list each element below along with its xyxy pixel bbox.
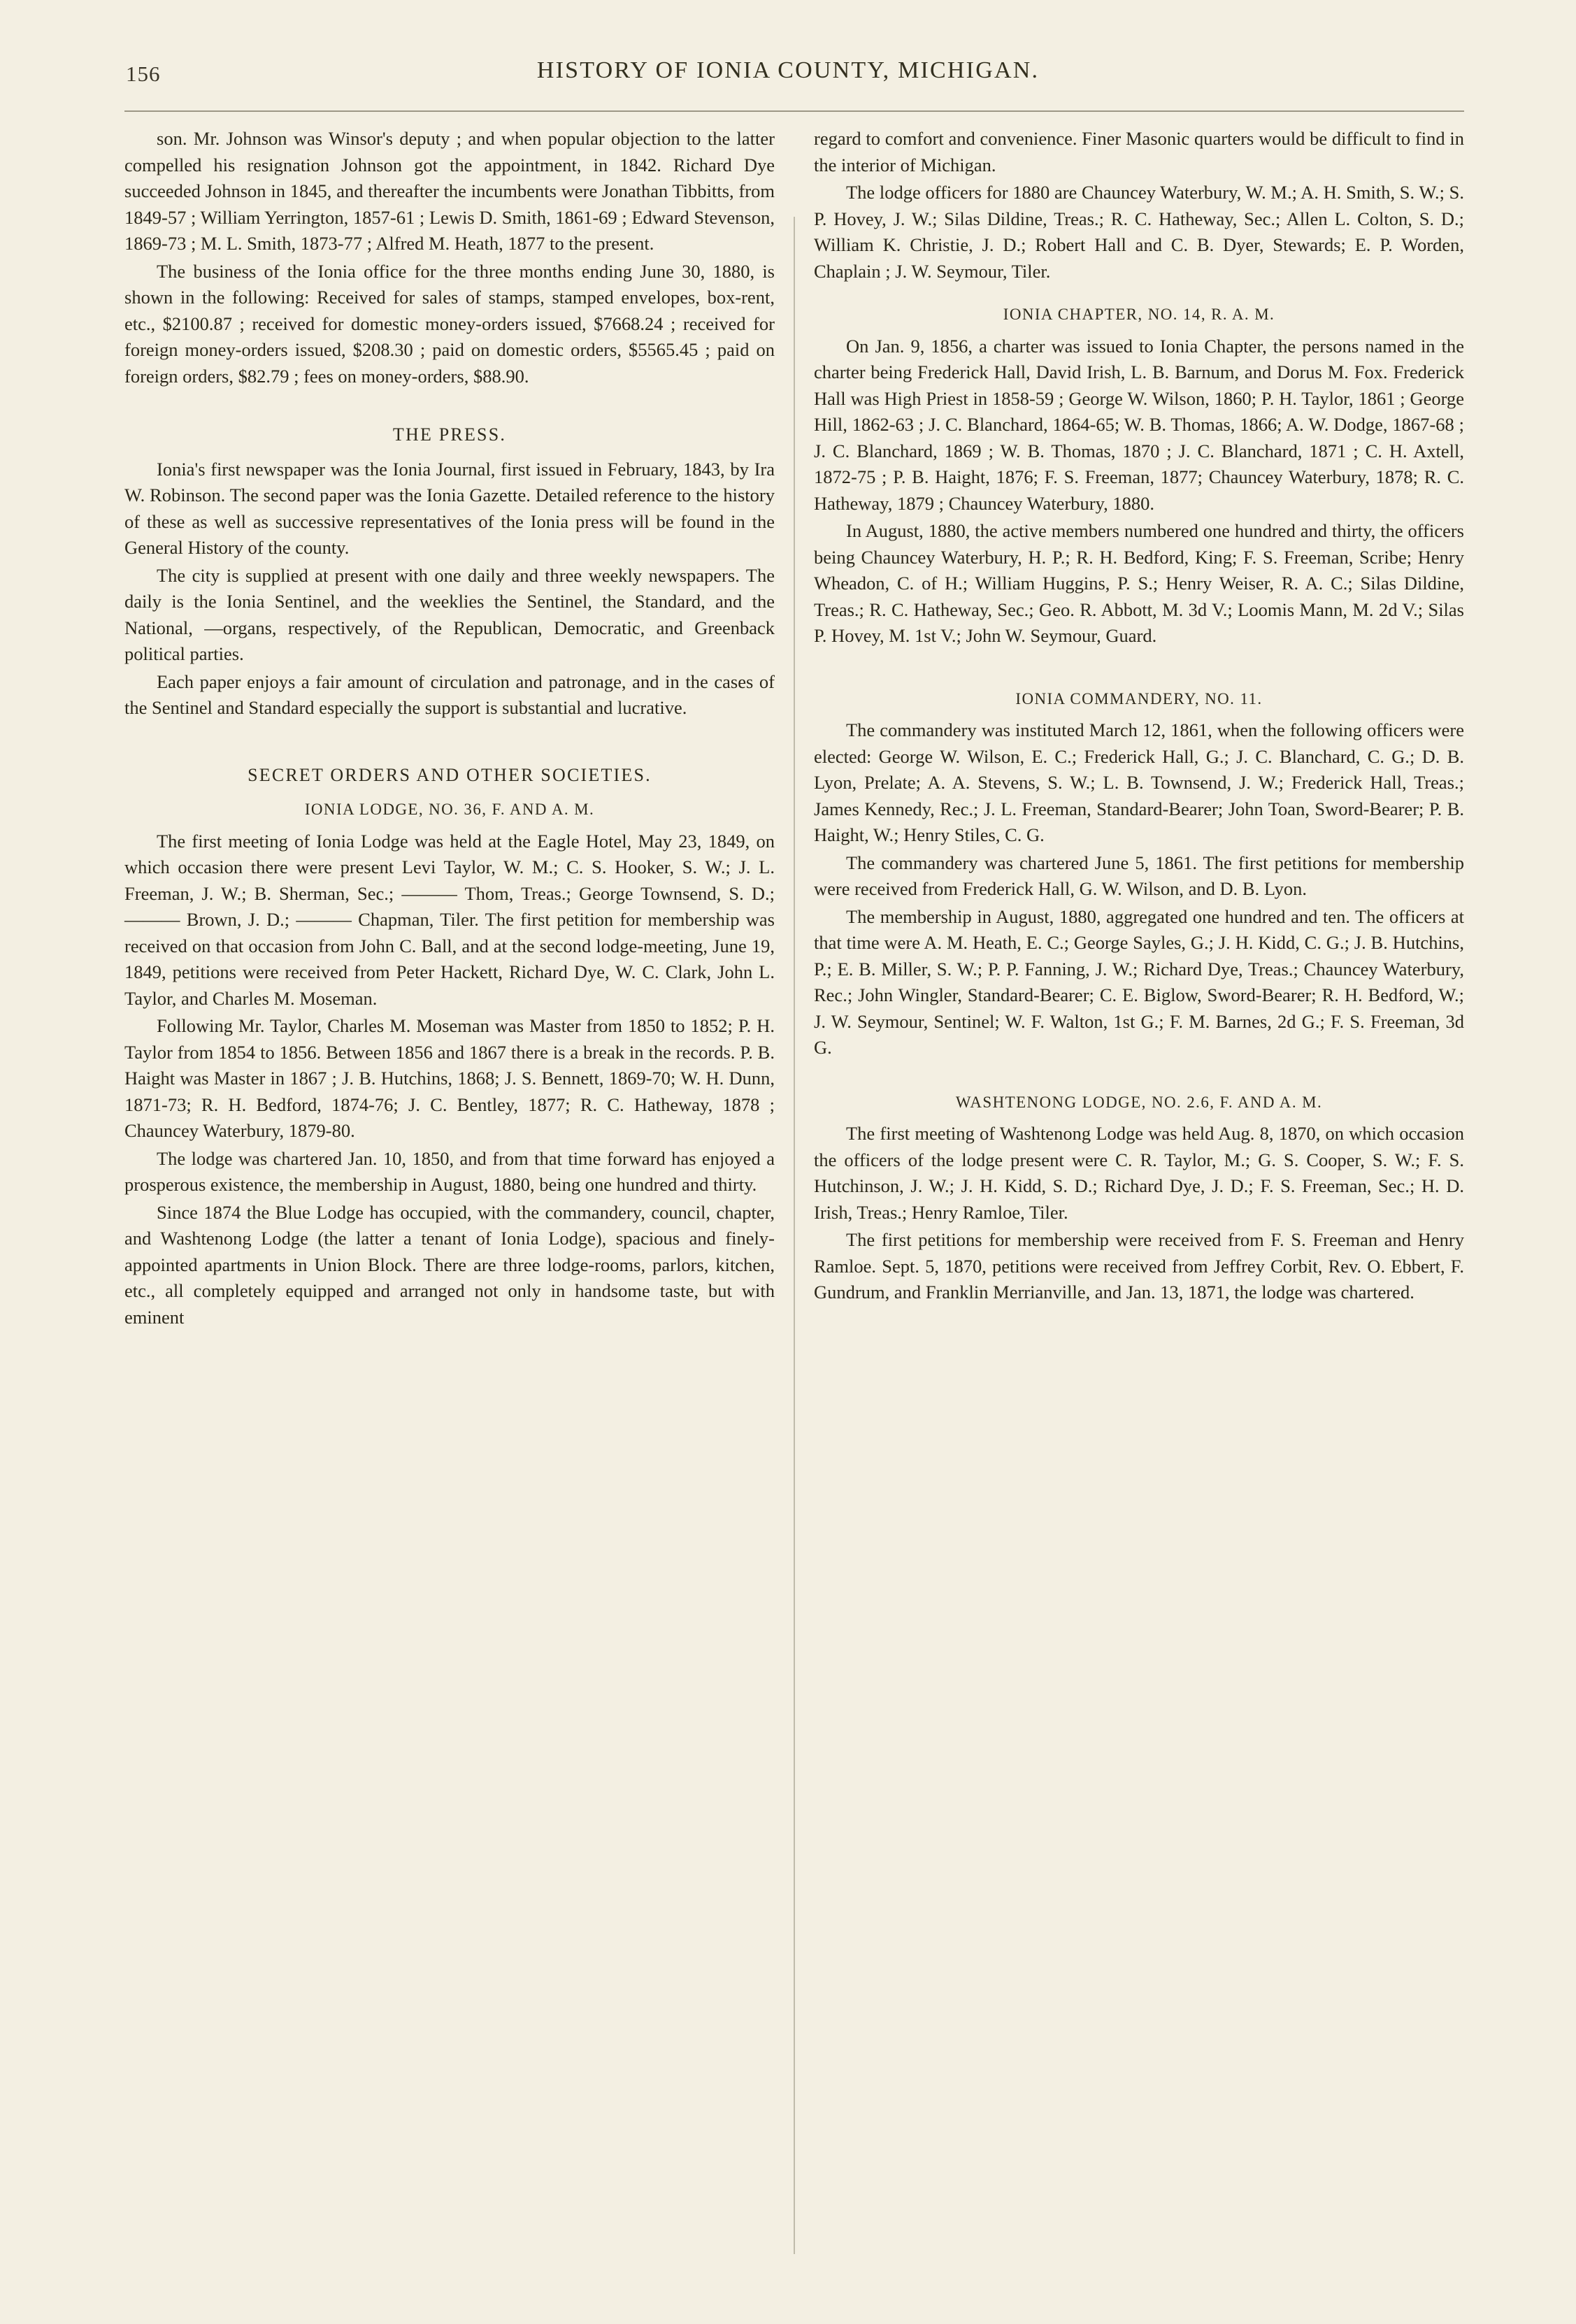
paragraph: The city is supplied at present with one daily and three weekly newspapers. The daily is the Ionia Sentinel, and the weeklies the Sentinel, the Standard, and the National, —organs, respectively, of the Republican, Democratic, and Greenback political parties. — [124, 564, 775, 664]
paragraph: son. Mr. Johnson was Winsor's deputy ; and when popular objection to the latter compelled his resignation Johnson got the appointment, in 1842. Richard Dye succeeded Johnson in 1845, and thereafter the incumbents were Jonathan Tibbitts, from 1849-57 ; William Yerrington, 1857-61 ; Lewis D. Smith, 1861-69 ; Edward Stevenson, 1869-73 ; M. L. Smith, 1873-77 ; Alfred M. Heath, 1877 to the present. — [124, 128, 775, 254]
right-column — [814, 126, 1464, 2282]
subsection-heading-ionia-lodge: IONIA LODGE, NO. 36, F. AND A. M. — [304, 801, 595, 818]
paragraph: Ionia's first newspaper was the Ionia Journal, first issued in February, 1843, by Ira W. Robinson. The second paper was the Ionia Gazette. Detailed reference to the history of these as well as successive representatives of the Ionia press will be found in the General History of the county. — [124, 458, 775, 558]
paragraph: On Jan. 9, 1856, a charter was issued to Ionia Chapter, the persons named in the charter being Frederick Hall, David Irish, L. B. Barnum, and Dorus M. Fox. Frederick Hall was High Priest in 1858-59 ; George W. Wilson, 1860; P. H. Taylor, 1861 ; George Hill, 1862-63 ; J. C. Blanchard, 1864-65; W. B. Thomas, 1866; A. W. Dodge, 1867-68 ; J. C. Blanchard, 1869 ; W. B. Thomas, 1870 ; J. C. Blanchard, 1871 ; C. H. Axtell, 1872-75 ; P. B. Haight, 1876; F. S. Freeman, 1877; Chauncey Waterbury, 1878; R. C. Hatheway, 1879 ; Chauncey Waterbury, 1880. — [814, 335, 1464, 514]
left-column — [124, 126, 775, 2282]
subsection-heading-ionia-commandery: IONIA COMMANDERY, NO. 11. — [1015, 689, 1263, 708]
page-header — [105, 42, 1471, 106]
section-heading-the-press: THE PRESS. — [392, 424, 507, 445]
paragraph: Since 1874 the Blue Lodge has occupied, with the commandery, council, chapter, and Washtenong Lodge (the latter a tenant of Ionia Lodge), spacious and finely-appointed apartments in Union Block. There are three lodge-rooms, parlors, kitchen, etc., all completely equipped and arranged not only in handsome taste, but with eminent — [124, 1201, 775, 1328]
page-number: 156 — [126, 62, 161, 86]
paragraph: The membership in August, 1880, aggregated one hundred and ten. The officers at that time were A. M. Heath, E. C.; George Sayles, G.; J. H. Kidd, C. G.; J. B. Hutchins, P.; E. B. Miller, S. W.; P. P. Fanning, J. W.; Richard Dye, Treas.; Chauncey Waterbury, Rec.; John Wingler, Standard-Bearer; C. E. Biglow, Sword-Bearer; R. H. Bedford, W.; J. W. Seymour, Sentinel; W. F. Walton, 1st G.; F. M. Barnes, 2d G.; F. S. Freeman, 3d G. — [814, 905, 1464, 1058]
paragraph: regard to comfort and convenience. Finer Masonic quarters would be difficult to find in the interior of Michigan. — [814, 128, 1464, 175]
paragraph: The lodge officers for 1880 are Chauncey Waterbury, W. M.; A. H. Smith, S. W.; S. P. Hovey, J. W.; Silas Dildine, Treas.; R. C. Hatheway, Sec.; Allen L. Colton, S. D.; William K. Christie, J. D.; Robert Hall and C. B. Dyer, Stewards; E. P. Worden, Chaplain ; J. W. Seymour, Tiler. — [814, 182, 1464, 282]
spacer — [814, 651, 1464, 669]
running-title: HISTORY OF IONIA COUNTY, MICHIGAN. — [536, 57, 1040, 83]
paragraph: In August, 1880, the active members numbered one hundred and thirty, the officers being Chauncey Waterbury, H. P.; R. H. Bedford, King; F. S. Freeman, Scribe; Henry Wheadon, C. of H.; William Huggins, P. S.; Henry Weiser, R. A. C.; Silas Dildine, Treas.; R. C. Hatheway, Sec.; Geo. R. Abbott, M. 3d V.; Loomis Mann, M. 2d V.; Silas P. Hovey, M. 1st V.; John W. Seymour, Guard. — [814, 520, 1464, 646]
paragraph: Following Mr. Taylor, Charles M. Moseman was Master from 1850 to 1852; P. H. Taylor from 1854 to 1856. Between 1856 and 1867 there is a break in the records. P. B. Haight was Master in 1867 ; J. B. Hutchins, 1868; J. S. Bennett, 1869-70; W. H. Dunn, 1871-73; R. H. Bedford, 1874-76; J. C. Bentley, 1877; R. C. Hatheway, 1878 ; Chauncey Waterbury, 1879-80. — [124, 1015, 775, 1141]
spacer — [814, 1063, 1464, 1073]
paragraph: The business of the Ionia office for the three months ending June 30, 1880, is shown in the following: Received for sales of stamps, stamped envelopes, box-rent, etc., $2100.87 ; received for domestic money-orders issued, $7668.24 ; received for foreign money-orders issued, $208.30 ; paid on domestic orders, $5565.45 ; paid on foreign orders, $82.79 ; fees on money-orders, $88.90. — [124, 260, 775, 387]
paragraph: Each paper enjoys a fair amount of circulation and patronage, and in the cases of the Sentinel and Standard especially the support is substantial and lucrative. — [124, 670, 775, 718]
header-rule — [124, 110, 1464, 112]
page-content-area — [105, 42, 1471, 2282]
spacer — [124, 391, 775, 401]
paragraph: The lodge was chartered Jan. 10, 1850, and from that time forward has enjoyed a prosperous existence, the membership in August, 1880, being one hundred and thirty. — [124, 1147, 775, 1195]
paragraph: The commandery was chartered June 5, 1861. The first petitions for membership were received from Frederick Hall, G. W. Wilson, and D. B. Lyon. — [814, 852, 1464, 899]
two-column-body — [124, 126, 1464, 2282]
paragraph: The first petitions for membership were received from F. S. Freeman and Henry Ramloe. Sept. 5, 1870, petitions were received from Jeffrey Corbit, Rev. O. Ebbert, F. Gundrum, and Franklin Merrianville, and Jan. 13, 1871, the lodge was chartered. — [814, 1229, 1464, 1303]
paragraph: The first meeting of Ionia Lodge was held at the Eagle Hotel, May 23, 1849, on which occasion there were present Levi Taylor, W. M.; C. S. Hooker, S. W.; J. L. Freeman, J. W.; B. Sherman, Sec.; ——— Thom, Treas.; George Townsend, S. D.; ——— Brown, J. D.; ——— Chapman, Tiler. The first petition for membership was received on that occasion from John C. Ball, and at the second lodge-meeting, June 19, 1849, petitions were received from Peter Hackett, Richard Dye, W. C. Clark, John L. Taylor, and Charles M. Moseman. — [124, 830, 775, 1009]
subsection-heading-ionia-chapter: IONIA CHAPTER, NO. 14, R. A. M. — [1003, 306, 1275, 323]
column-divider-rule — [794, 217, 795, 2254]
spacer — [124, 723, 775, 741]
subsection-heading-washtenong-lodge: WASHTENONG LODGE, NO. 2.6, F. AND A. M. — [955, 1093, 1323, 1111]
paragraph: The first meeting of Washtenong Lodge was held Aug. 8, 1870, on which occasion the officers of the lodge present were C. R. Taylor, M.; G. S. Cooper, S. W.; F. S. Hutchinson, J. W.; J. H. Kidd, S. D.; Richard Dye, J. D.; F. S. Freeman, Sec.; H. D. Irish, Treas.; Henry Ramloe, Tiler. — [814, 1123, 1464, 1223]
paragraph: The commandery was instituted March 12, 1861, when the following officers were elected: George W. Wilson, E. C.; Frederick Hall, G.; J. C. Blanchard, C. G.; D. B. Lyon, Prelate; A. A. Stevens, S. W.; L. B. Townsend, J. W.; Frederick Hall, Treas.; James Kennedy, Rec.; J. L. Freeman, Standard-Bearer; John Toan, Sword-Bearer; P. B. Haight, W.; Henry Stiles, C. G. — [814, 719, 1464, 845]
section-heading-secret-orders: SECRET ORDERS AND OTHER SOCIETIES. — [248, 764, 652, 785]
